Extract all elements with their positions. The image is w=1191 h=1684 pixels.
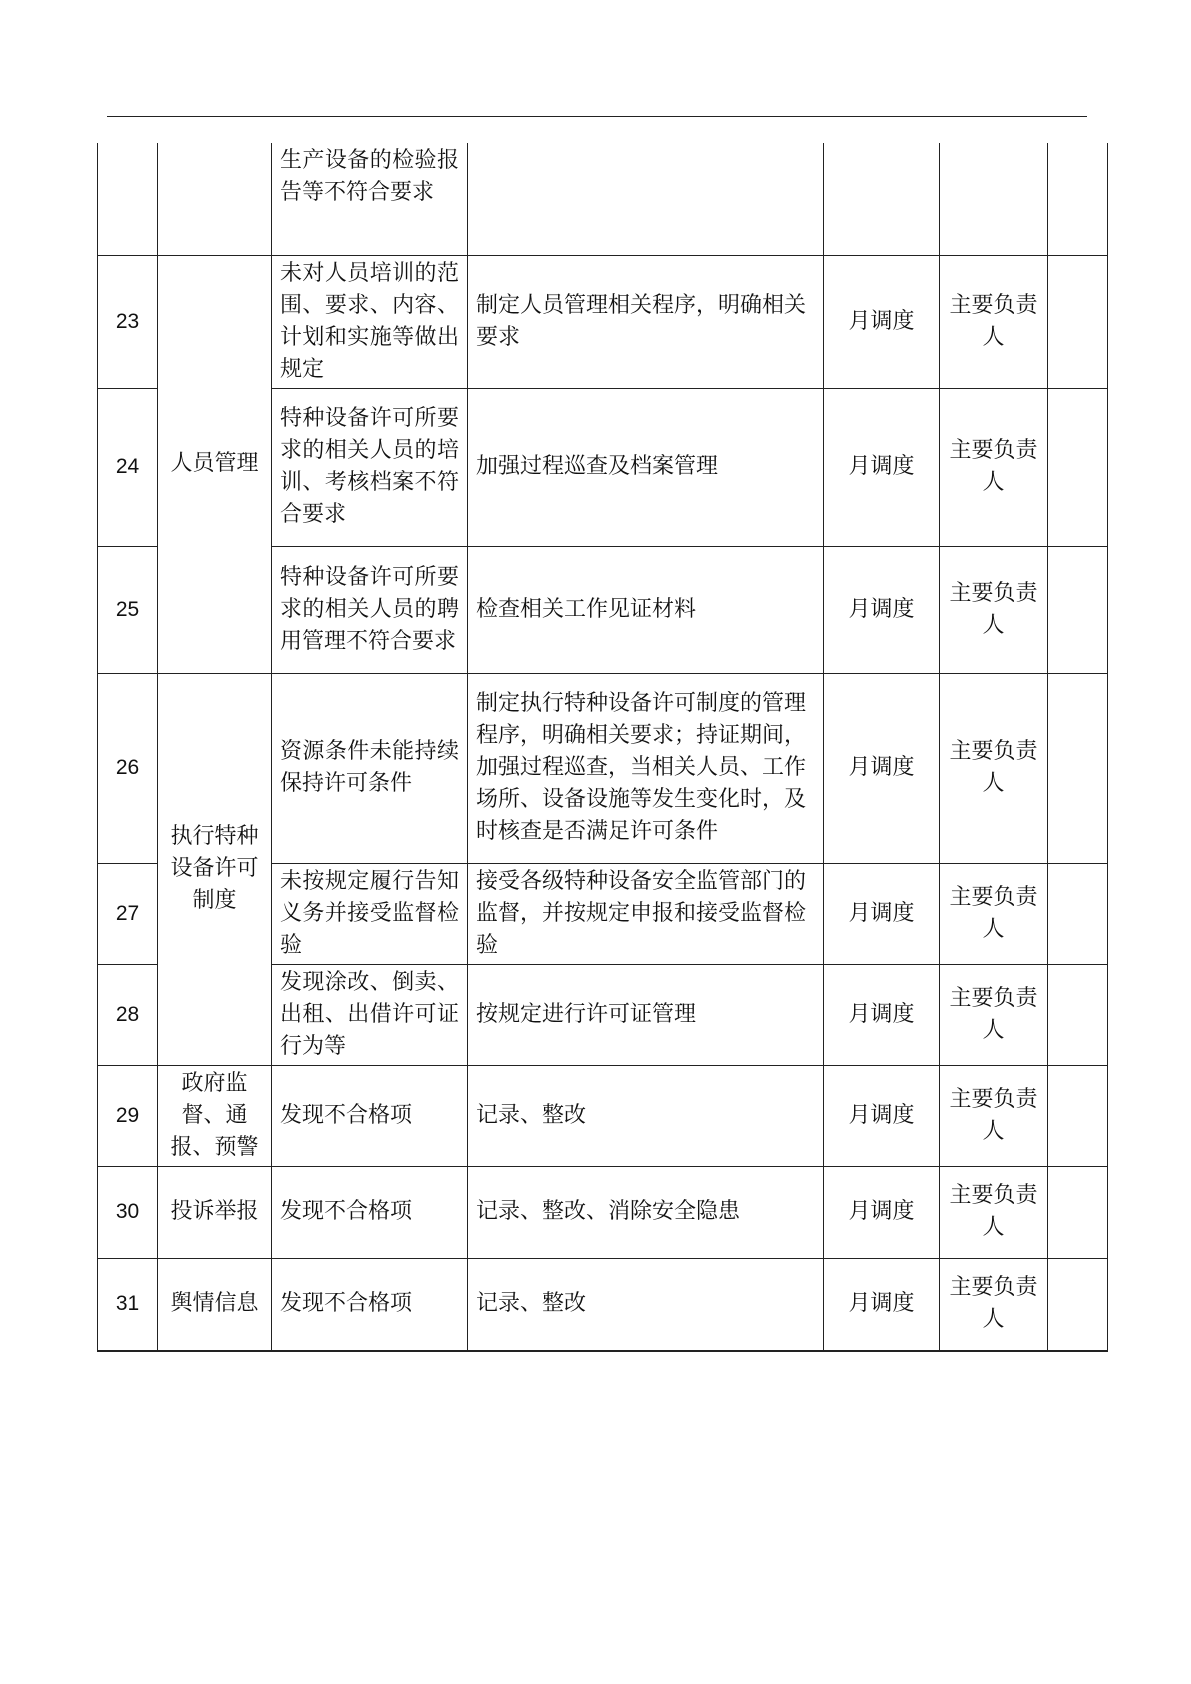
frequency-cell: 月调度	[824, 673, 940, 863]
table-row	[98, 1166, 1108, 1258]
responsible-cell	[940, 143, 1048, 255]
row-number: 26	[98, 673, 158, 863]
row-number: 30	[98, 1166, 158, 1258]
frequency-cell: 月调度	[824, 255, 940, 388]
responsible-cell: 主要负责人	[940, 1065, 1048, 1166]
issue-cell: 发现不合格项	[272, 1065, 468, 1166]
issue-cell: 生产设备的检验报告等不符合要求	[272, 143, 468, 255]
measure-cell: 制定人员管理相关程序，明确相关要求	[468, 255, 824, 388]
table-row	[98, 1258, 1108, 1351]
responsible-cell: 主要负责人	[940, 255, 1048, 388]
responsible-cell: 主要负责人	[940, 964, 1048, 1065]
category-cell: 执行特种设备许可制度	[158, 673, 272, 1065]
measure-cell: 加强过程巡查及档案管理	[468, 388, 824, 546]
table-row	[98, 143, 1108, 255]
measure-cell: 记录、整改、消除安全隐患	[468, 1166, 824, 1258]
responsible-cell: 主要负责人	[940, 673, 1048, 863]
table-row	[98, 1065, 1108, 1166]
responsible-cell: 主要负责人	[940, 1258, 1048, 1351]
category-cell: 舆情信息	[158, 1258, 272, 1351]
inspection-table	[97, 143, 1108, 1352]
row-number: 28	[98, 964, 158, 1065]
blank-cell	[1048, 964, 1108, 1065]
category-cell: 人员管理	[158, 255, 272, 673]
blank-cell	[1048, 673, 1108, 863]
row-number: 25	[98, 546, 158, 673]
frequency-cell: 月调度	[824, 1065, 940, 1166]
issue-cell: 发现涂改、倒卖、出租、出借许可证行为等	[272, 964, 468, 1065]
frequency-cell: 月调度	[824, 1258, 940, 1351]
issue-cell: 资源条件未能持续保持许可条件	[272, 673, 468, 863]
header-rule	[107, 116, 1087, 117]
issue-cell: 特种设备许可所要求的相关人员的聘用管理不符合要求	[272, 546, 468, 673]
frequency-cell: 月调度	[824, 546, 940, 673]
frequency-cell: 月调度	[824, 964, 940, 1065]
blank-cell	[1048, 1166, 1108, 1258]
measure-cell: 检查相关工作见证材料	[468, 546, 824, 673]
measure-cell: 记录、整改	[468, 1065, 824, 1166]
table-row	[98, 255, 1108, 388]
row-number: 29	[98, 1065, 158, 1166]
table-row	[98, 673, 1108, 863]
measure-cell: 接受各级特种设备安全监管部门的监督，并按规定申报和接受监督检验	[468, 863, 824, 964]
issue-cell: 发现不合格项	[272, 1258, 468, 1351]
measure-cell: 制定执行特种设备许可制度的管理程序，明确相关要求；持证期间，加强过程巡查，当相关人员、工作场所、设备设施等发生变化时，及时核查是否满足许可条件	[468, 673, 824, 863]
frequency-cell	[824, 143, 940, 255]
responsible-cell: 主要负责人	[940, 388, 1048, 546]
issue-cell: 发现不合格项	[272, 1166, 468, 1258]
category-cell: 政府监督、通报、预警	[158, 1065, 272, 1166]
blank-cell	[1048, 388, 1108, 546]
frequency-cell: 月调度	[824, 1166, 940, 1258]
category-cell: 投诉举报	[158, 1166, 272, 1258]
issue-cell: 未对人员培训的范围、要求、内容、计划和实施等做出规定	[272, 255, 468, 388]
frequency-cell: 月调度	[824, 863, 940, 964]
responsible-cell: 主要负责人	[940, 1166, 1048, 1258]
row-number: 24	[98, 388, 158, 546]
measure-cell	[468, 143, 824, 255]
blank-cell	[1048, 255, 1108, 388]
issue-cell: 特种设备许可所要求的相关人员的培训、考核档案不符合要求	[272, 388, 468, 546]
row-number: 31	[98, 1258, 158, 1351]
row-number: 23	[98, 255, 158, 388]
responsible-cell: 主要负责人	[940, 546, 1048, 673]
blank-cell	[1048, 143, 1108, 255]
row-number	[98, 143, 158, 255]
responsible-cell: 主要负责人	[940, 863, 1048, 964]
category-cell	[158, 143, 272, 255]
blank-cell	[1048, 863, 1108, 964]
blank-cell	[1048, 1065, 1108, 1166]
issue-cell: 未按规定履行告知义务并接受监督检验	[272, 863, 468, 964]
blank-cell	[1048, 1258, 1108, 1351]
measure-cell: 记录、整改	[468, 1258, 824, 1351]
row-number: 27	[98, 863, 158, 964]
measure-cell: 按规定进行许可证管理	[468, 964, 824, 1065]
frequency-cell: 月调度	[824, 388, 940, 546]
blank-cell	[1048, 546, 1108, 673]
